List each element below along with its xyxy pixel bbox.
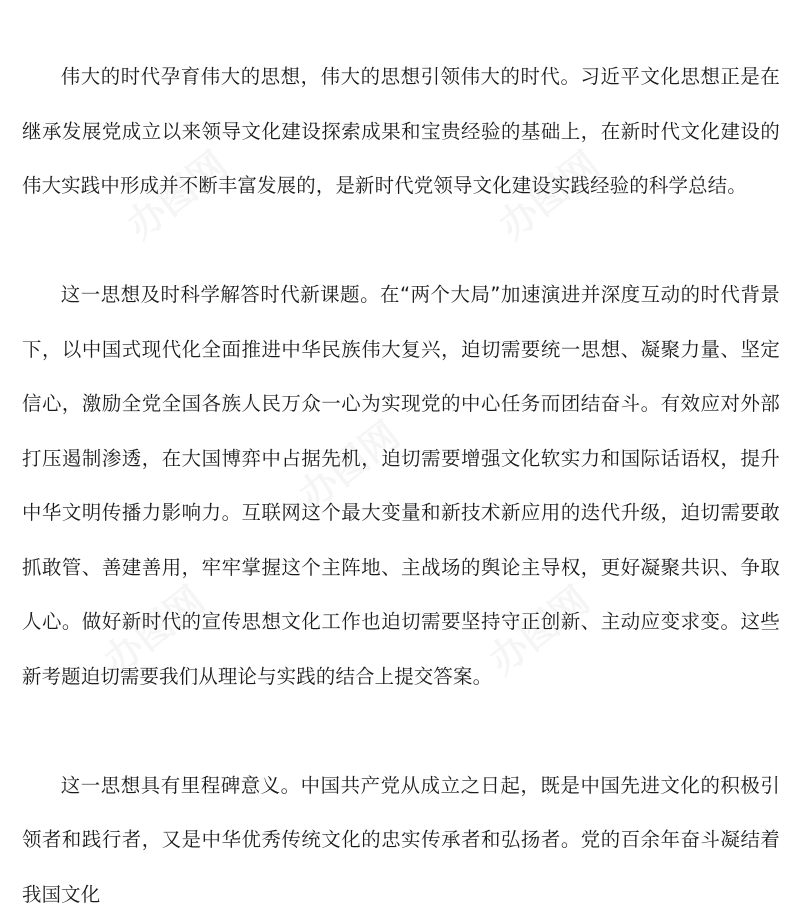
- watermark-text: 办图网: [485, 136, 609, 250]
- article-body: [22, 50, 780, 922]
- paragraph-1: 伟大的时代孕育伟大的思想，伟大的思想引领伟大的时代。习近平文化思想正是在继承发展党成立以来领导文化建设探索成果和宝贵经验的基础上，在新时代文化建设的伟大实践中形成并不断丰富发展的，是新时代党领导文化建设实践经验的科学总结。: [22, 50, 780, 214]
- watermark-text: 办图网: [113, 136, 237, 250]
- paragraph-3: 这一思想具有里程碑意义。中国共产党从成立之日起，既是中国先进文化的积极引领者和践行者，又是中华优秀传统文化的忠实传承者和弘扬者。党的百余年奋斗凝结着我国文化: [22, 759, 780, 922]
- watermark-text: 办图网: [90, 571, 214, 685]
- watermark-text: 办图网: [285, 406, 409, 520]
- paragraph-2: 这一思想及时科学解答时代新课题。在“两个大局”加速演进并深度互动的时代背景下，以中国式现代化全面推进中华民族伟大复兴，迫切需要统一思想、凝聚力量、坚定信心，激励全党全国各族人民万众一心为实现党的中心任务而团结奋斗。有效应对外部打压遏制渗透，在大国博弈中占据先机，迫切需要增强文化软实力和国际话语权，提升中华文明传播力影响力。互联网这个最大变量和新技术新应用的迭代升级，迫切需要敢抓敢管、善建善用，牢牢掌握这个主阵地、主战场的舆论主导权，更好凝聚共识、争取人心。做好新时代的宣传思想文化工作也迫切需要坚持守正创新、主动应变求变。这些新考题迫切需要我们从理论与实践的结合上提交答案。: [22, 268, 780, 704]
- watermark-text: 办图网: [475, 571, 599, 685]
